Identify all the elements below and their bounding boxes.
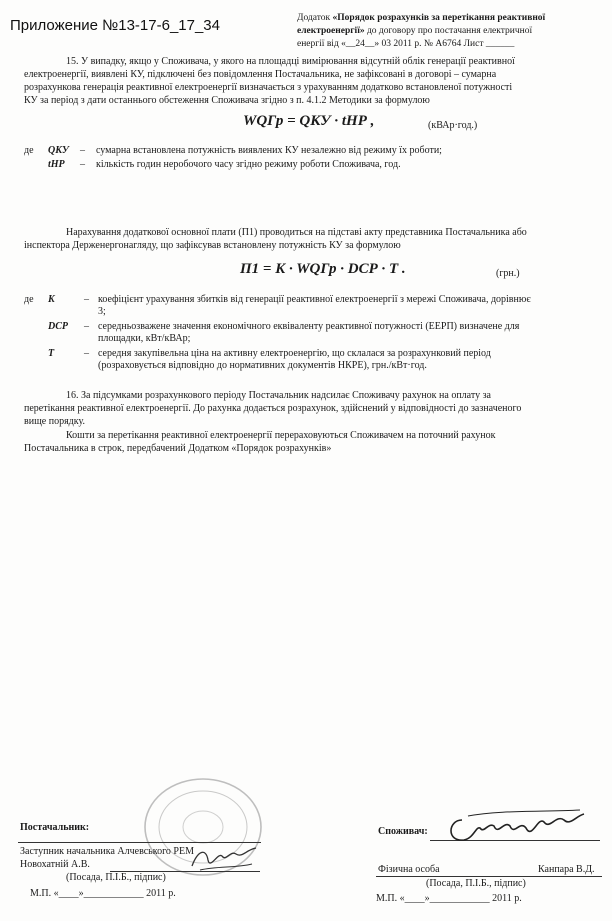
def-row-q — [24, 145, 442, 157]
supplier-signature-icon — [188, 842, 260, 876]
def-symbol: T — [48, 348, 55, 359]
def-d-cont: площадки, кВт/кВАр; — [98, 333, 191, 344]
formula-p1-unit: (грн.) — [496, 268, 520, 279]
def-dash: – — [84, 321, 89, 332]
consumer-name: Канпара В.Д. — [538, 864, 595, 875]
para16-line-3: вище порядку. — [24, 416, 85, 427]
header-line-2 — [297, 25, 532, 37]
para15-line-3: розрахункова генерація реактивної електроенергії визначається з урахуванням додатково встановленої потужності — [24, 82, 513, 93]
def-k-cont: 3; — [98, 306, 106, 317]
para15-line-2: електроенергії, виявлені КУ, підключені без повідомлення Постачальника, не зафіксовані в договорі – сумарна — [24, 69, 497, 80]
supplier-caption: (Посада, П.І.Б., підпис) — [66, 872, 166, 883]
document-id-label: Приложение №13-17-6_17_34 — [10, 17, 220, 34]
payment-line-1: Кошти за перетікання реактивної електроенергії перераховуються Споживачем на поточний рахунок — [66, 430, 496, 441]
consumer-mp-line: М.П. «____»____________ 2011 р. — [376, 893, 522, 904]
payment-line-2: Постачальника в строк, передбачений Додатком «Порядок розрахунків» — [24, 443, 332, 454]
def-dash: – — [84, 294, 89, 305]
supplier-mp-line: М.П. «____»____________ 2011 р. — [30, 888, 176, 899]
consumer-title: Споживач: — [378, 826, 428, 837]
def-text: середня закупівельна ціна на активну електроенергію, що склалася за розрахунковий період — [98, 348, 491, 359]
para15-line-4: КУ за період з дати останнього обстеження Споживача згідно з п. 4.1.2 Методики за формулою — [24, 95, 430, 106]
header-contract: до договору про постачання електричної — [364, 26, 533, 36]
formula-wq-unit: (кВАр·год.) — [428, 120, 478, 131]
consumer-position: Фізична особа — [378, 864, 440, 875]
supplier-title: Постачальник: — [20, 822, 90, 833]
def-prefix: де — [24, 145, 34, 156]
formula-wq: WQГр = QКУ · tНР , — [243, 113, 375, 129]
header-line-1 — [297, 12, 545, 24]
def-row-t2 — [24, 348, 491, 360]
def-text: коефіцієнт урахування збитків від генерації реактивної електроенергії з мережі Споживача, дорівнює — [98, 294, 531, 305]
def-dash: – — [80, 159, 85, 170]
para16-line-2: перетікання реактивної електроенергії. До рахунка додається розрахунок, здійснений у відповідності до зазначеного — [24, 403, 522, 414]
def-text: середньозважене значення економічного еквіваленту реактивної потужності (ЕЕРП) визначене для — [98, 321, 520, 332]
header-title: «Порядок розрахунків за перетікання реактивної — [332, 13, 546, 23]
consumer-name-line — [376, 876, 602, 877]
consumer-signature-icon — [440, 806, 590, 850]
additional-line-1: Нарахування додаткової основної плати (П1) проводиться на підставі акту представника Постачальника або — [66, 227, 527, 238]
def-prefix: де — [24, 294, 34, 305]
def-row-t — [24, 159, 401, 171]
para16-line-1: 16. За підсумками розрахункового періоду Постачальник надсилає Споживачу рахунок на оплату за — [66, 390, 491, 401]
header-contract-date: енергії від «__24__» 03 2011 р. № А6764 Лист ______ — [297, 39, 515, 49]
def-dash: – — [80, 145, 85, 156]
def-symbol: K — [48, 294, 55, 305]
supplier-position: Заступник начальника Алчевського РЕМ — [20, 846, 194, 857]
header-prefix: Додаток — [297, 13, 333, 23]
def-symbol: DСР — [48, 321, 68, 332]
formula-p1: П1 = K · WQГр · DСР · T . — [240, 261, 406, 277]
def-t-cont: (розраховується відповідно до нормативних документів НКРЕ), грн./кВт·год. — [98, 360, 427, 371]
def-row-d — [24, 321, 519, 333]
additional-line-2: інспектора Держенергонагляду, що зафіксував встановлену потужність КУ за формулою — [24, 240, 401, 251]
def-dash: – — [84, 348, 89, 359]
def-symbol: QКУ — [48, 145, 69, 156]
header-title-cont: електроенергії» — [297, 26, 365, 36]
def-row-k — [24, 294, 531, 306]
para15-line-1: 15. У випадку, якщо у Споживача, у якого на площадці вимірювання відсутній облік генерації реактивної — [66, 56, 515, 67]
consumer-caption: (Посада, П.І.Б., підпис) — [426, 878, 526, 889]
supplier-name: Новохатній А.В. — [20, 859, 90, 870]
def-text: кількість годин неробочого часу згідно режиму роботи Споживача, год. — [96, 159, 401, 170]
def-text: сумарна встановлена потужність виявлених КУ незалежно від режиму їх роботи; — [96, 145, 442, 156]
def-symbol: tНР — [48, 159, 65, 170]
